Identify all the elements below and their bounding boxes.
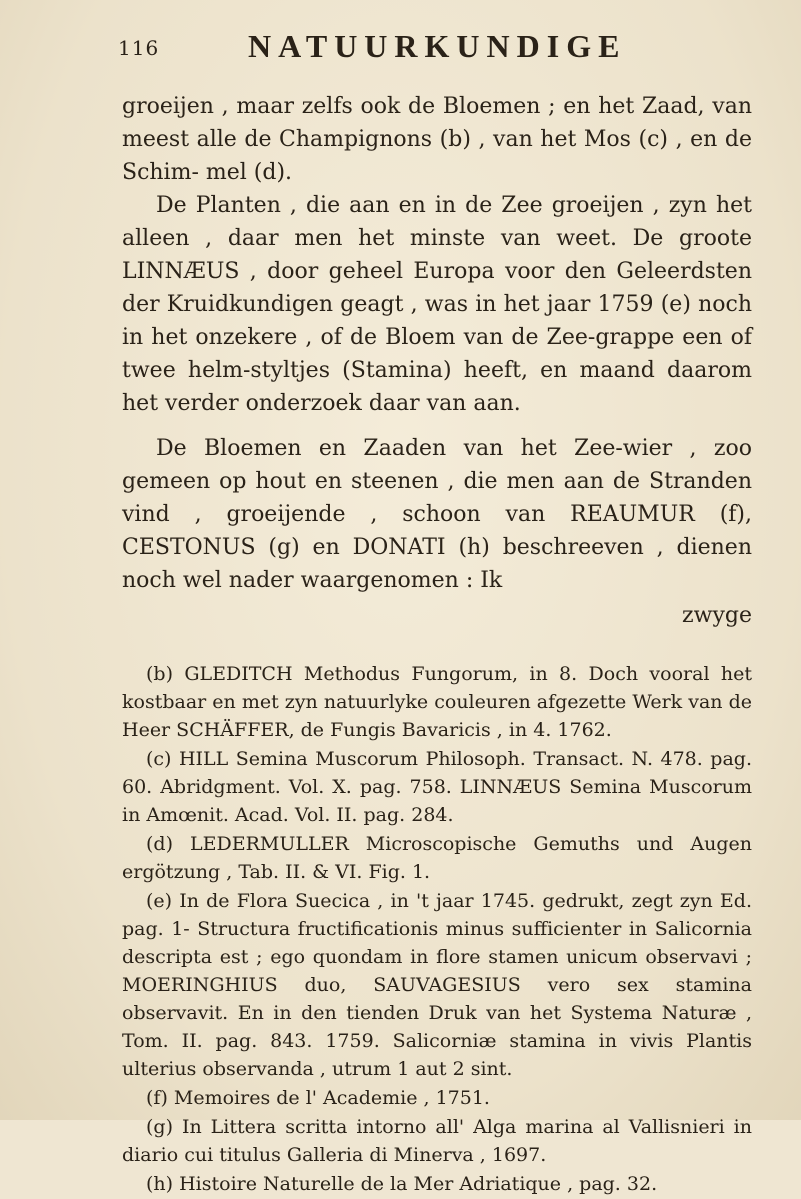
- footnote-g: (g) In Littera scritta intorno all' Alga marina al Vallisnieri in diario cui titulus Galleria di Minerva , 1697.: [122, 1116, 752, 1166]
- running-title: NATUURKUNDIGE: [248, 28, 627, 64]
- page-header: [0, 28, 801, 78]
- body-text: [122, 90, 752, 1199]
- footnote-d: (d) LEDERMULLER Microscopische Gemuths und Augen ergötzung , Tab. II. & VI. Fig. 1.: [122, 833, 752, 883]
- paragraph-seaweed: De Bloemen en Zaaden van het Zee-wier , zoo gemeen op hout en steenen , die men aan de Stranden vind , groeijende , schoon van REAUMUR (f), CESTONUS (g) en DONATI (h) beschreeven , dienen noch wel nader waargenomen : Ik: [122, 436, 752, 593]
- footnote-e: (e) In de Flora Suecica , in 't jaar 1745. gedrukt, zegt zyn Ed. pag. 1- Structura fructificationis minus sufficienter in Salicornia descripta est ; ego quondam in flore stamen unicum observavi ; MOERINGHIUS duo, SAUVAGESIUS vero sex stamina observavit. En in den tienden Druk van het Systema Naturæ , Tom. II. pag. 843. 1759. Salicorniæ stamina in vivis Plantis ulterius observanda , utrum 1 aut 2 sint.: [122, 890, 752, 1080]
- footnotes: [122, 660, 752, 1198]
- paragraph-continued: groeijen , maar zelfs ook de Bloemen ; en het Zaad, van meest alle de Champignons (b) , van het Mos (c) , en de Schim- mel (d).: [122, 94, 752, 185]
- footnote-b: (b) GLEDITCH Methodus Fungorum, in 8. Doch vooral het kostbaar en met zyn natuurlyke couleuren afgezette Werk van de Heer SCHÄFFER, de Fungis Bavaricis , in 4. 1762.: [122, 663, 752, 741]
- page-number: 116: [118, 36, 160, 60]
- catchword: zwyge: [682, 603, 752, 628]
- paragraph-sea-plants: De Planten , die aan en in de Zee groeijen , zyn het alleen , daar men het minste van weet. De groote LINNÆUS , door geheel Europa voor den Geleerdsten der Kruidkundigen geagt , was in het jaar 1759 (e) noch in het onzekere , of de Bloem van de Zee-grappe een of twee helm-styltjes (Stamina) heeft, en maand daarom het verder onderzoek daar van aan.: [122, 193, 752, 416]
- footnote-f: (f) Memoires de l' Academie , 1751.: [146, 1087, 490, 1109]
- footnote-c: (c) HILL Semina Muscorum Philosoph. Transact. N. 478. pag. 60. Abridgment. Vol. X. pag. 758. LINNÆUS Semina Muscorum in Amœnit. Acad. Vol. II. pag. 284.: [122, 748, 752, 826]
- footnote-h: (h) Histoire Naturelle de la Mer Adriatique , pag. 32.: [146, 1173, 658, 1195]
- main-text: [122, 90, 752, 632]
